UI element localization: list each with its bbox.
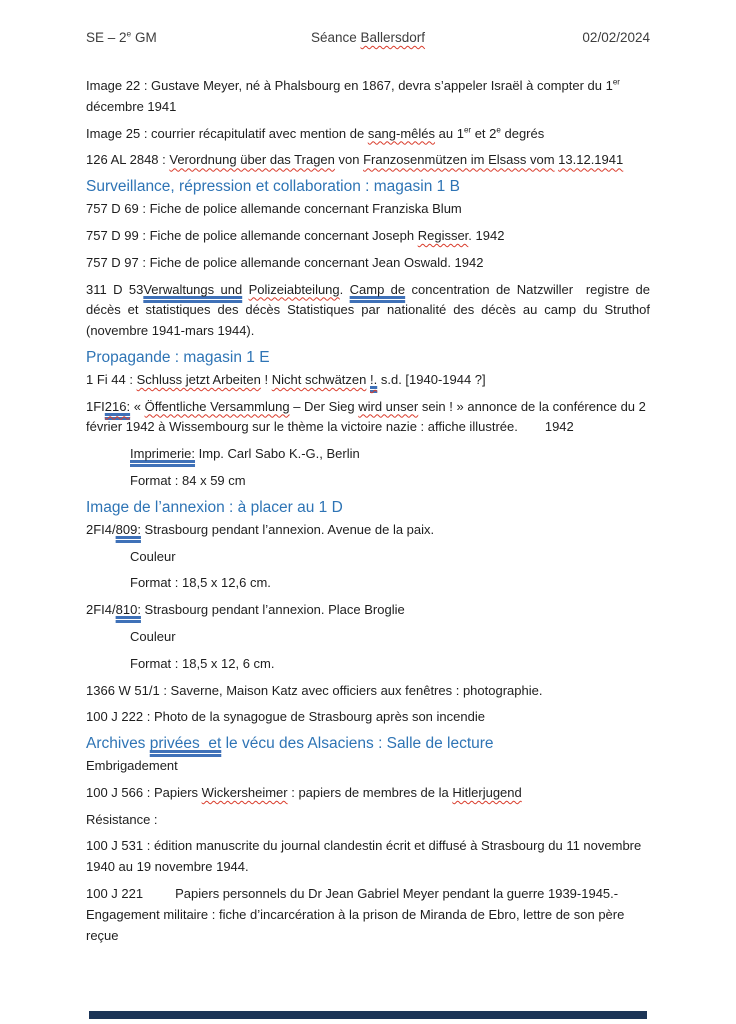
format-change-underline: Imprimerie: — [130, 446, 196, 462]
text-run: Couleur — [130, 548, 176, 564]
text-run: . — [339, 281, 350, 297]
format-change-misspelled-text — [105, 399, 130, 414]
text-run: 2FI4/ — [86, 602, 116, 618]
header-left — [86, 30, 256, 45]
section-heading — [86, 177, 650, 198]
superscript: e — [126, 28, 132, 39]
paragraph — [86, 627, 650, 648]
misspelled-text: wird unser — [358, 398, 419, 414]
next-page-top-edge — [89, 1011, 647, 1019]
text-run: Embrigadement — [86, 758, 178, 774]
text-run: « — [130, 398, 145, 414]
text-run: et 2 — [471, 125, 497, 141]
text-run: 757 D 69 : Fiche de police allemande concernant Franziska Blum — [86, 201, 462, 217]
text-run: 757 D 97 : Fiche de police allemande concernant Jean Oswald. 1942 — [86, 254, 484, 270]
text-run: Strasbourg pendant l’annexion. Avenue de la paix. — [140, 521, 435, 537]
paragraph — [86, 253, 650, 274]
text-run: 100 J 221 — [86, 886, 144, 901]
format-change-underline: 810: — [115, 602, 141, 618]
misspelled-text: Wickersheimer — [201, 784, 288, 800]
text-run: 1FI — [86, 398, 105, 414]
text-run: le vécu des Alsaciens : Salle de lecture — [221, 735, 494, 753]
text-run: 100 J 566 : Papiers — [86, 784, 202, 800]
paragraph — [86, 600, 650, 621]
misspelled-text: Polizeiabteilung — [248, 281, 340, 297]
text-run: Imp. Carl Sabo K.-G., Berlin — [195, 446, 360, 462]
section-heading — [86, 348, 650, 369]
document-body — [86, 76, 650, 946]
text-run: Format : 18,5 x 12,6 cm. — [130, 575, 271, 591]
text-run: Format : 18,5 x 12, 6 cm. — [130, 655, 275, 671]
spellcheck-squiggle: !. — [370, 371, 378, 387]
header-title — [256, 30, 480, 45]
paragraph — [86, 836, 650, 878]
paragraph — [86, 573, 650, 594]
page-header — [86, 30, 650, 45]
format-change-underline: Verwaltungs und — [143, 281, 243, 297]
text-run: au 1 — [435, 125, 464, 141]
superscript: er — [612, 77, 620, 87]
tab-space — [143, 897, 175, 898]
text-run: . 1942 — [468, 227, 505, 243]
text-run: concentration de Natzwiller registre de décès et statistiques des décès Statistiques par nationalité des décès au camp du Struthof (novembre 1941-mars 1944). — [86, 281, 651, 339]
text-run: ! — [260, 371, 272, 387]
text-run: Séance — [310, 30, 361, 45]
text-run: Papiers personnels du Dr Jean Gabriel Meyer pendant la guerre 1939-1945.- Engagement militaire : fiche d’incarcération à la prison de Miranda de Ebro, lettre de son père reçue — [86, 886, 625, 943]
text-run: Image 22 : Gustave Meyer, né à Phalsbourg en 1867, devra s’appeler Israël à compter du 1 — [86, 78, 613, 93]
misspelled-text: sang-mêlés — [367, 125, 436, 141]
paragraph — [86, 397, 650, 439]
tab-space — [518, 430, 545, 431]
text-run: 757 D 99 : Fiche de police allemande concernant Joseph — [86, 227, 418, 243]
text-run: 1942 — [544, 419, 574, 435]
misspelled-text: Schluss jetzt Arbeiten — [136, 371, 261, 387]
paragraph — [86, 783, 650, 804]
text-run: SE – 2 — [86, 30, 127, 45]
text-run: degrés — [500, 125, 545, 141]
misspelled-text: Franzosenmützen im Elsass vom — [363, 152, 555, 168]
text-run: décembre 1941 — [86, 98, 177, 114]
text-run: 100 J 222 : Photo de la synagogue de Strasbourg après son incendie — [86, 709, 485, 725]
format-change-underline: Camp de — [349, 281, 406, 297]
format-change-underline: 809: — [115, 521, 141, 537]
paragraph — [86, 370, 650, 391]
paragraph — [86, 226, 650, 247]
misspelled-text: Regisser — [417, 227, 469, 243]
misspelled-text: Ballersdorf — [360, 30, 426, 45]
paragraph — [86, 76, 650, 118]
text-run: s.d. [1940-1944 ?] — [377, 371, 486, 387]
paragraph — [86, 280, 650, 342]
paragraph — [86, 884, 650, 946]
text-run: Surveillance, répression et collaboration : magasin 1 B — [86, 178, 460, 196]
misspelled-text: Verordnung über das Tragen — [169, 152, 335, 168]
text-run: Couleur — [130, 628, 176, 644]
spellcheck-squiggle: 216: — [104, 398, 131, 414]
text-run: 126 AL 2848 : — [86, 152, 170, 168]
header-date: 02/02/2024 — [582, 30, 650, 45]
misspelled-text: Hitlerjugend — [452, 784, 522, 800]
text-run: Image de l’annexion : à placer au 1 D — [86, 498, 343, 516]
paragraph — [86, 520, 650, 541]
text-run: Format : 84 x 59 cm — [130, 473, 246, 488]
paragraph — [86, 124, 650, 145]
text-run: GM — [131, 30, 157, 45]
paragraph — [86, 471, 650, 492]
text-run: – Der Sieg — [289, 398, 359, 414]
section-heading — [86, 734, 650, 755]
superscript: er — [463, 125, 472, 135]
text-run: 1 Fi 44 : — [86, 371, 137, 387]
text-run: Archives — [86, 735, 150, 753]
paragraph — [86, 681, 650, 702]
text-run: 311 D 53 — [86, 281, 144, 297]
misspelled-text: 13.12.1941 — [558, 152, 624, 168]
text-run: 2FI4/ — [86, 521, 116, 537]
text-run: : papiers de membres de la — [287, 784, 453, 800]
text-run: 1366 W 51/1 : Saverne, Maison Katz avec officiers aux fenêtres : photographie. — [86, 682, 543, 698]
paragraph — [86, 547, 650, 568]
misspelled-text: Öffentliche Versammlung — [144, 398, 290, 414]
text-run: 100 J 531 : édition manuscrite du journal clandestin écrit et diffusé à Strasbourg du 11 novembre 1940 au 19 novembre 1944. — [86, 838, 642, 875]
text-run: Strasbourg pendant l’annexion. Place Broglie — [140, 602, 405, 618]
paragraph — [86, 654, 650, 675]
text-run: Propagande : magasin 1 E — [86, 348, 270, 366]
paragraph — [86, 199, 650, 220]
text-run: sein ! » annonce de la conférence du 2 février 1942 à Wissembourg sur le thème la victoire nazie : affiche illustrée. — [86, 398, 646, 435]
paragraph — [86, 756, 650, 777]
paragraph — [86, 150, 650, 171]
text-run: von — [334, 152, 364, 168]
superscript: e — [496, 125, 501, 135]
format-change-underline: privées et — [149, 735, 222, 753]
text-run: Résistance : — [86, 811, 158, 827]
paragraph — [86, 707, 650, 728]
misspelled-text: Nicht schwätzen — [271, 371, 367, 387]
paragraph — [86, 810, 650, 831]
text-run: Image 25 : courrier récapitulatif avec mention de — [86, 125, 368, 141]
section-heading — [86, 498, 650, 519]
paragraph — [86, 444, 650, 465]
